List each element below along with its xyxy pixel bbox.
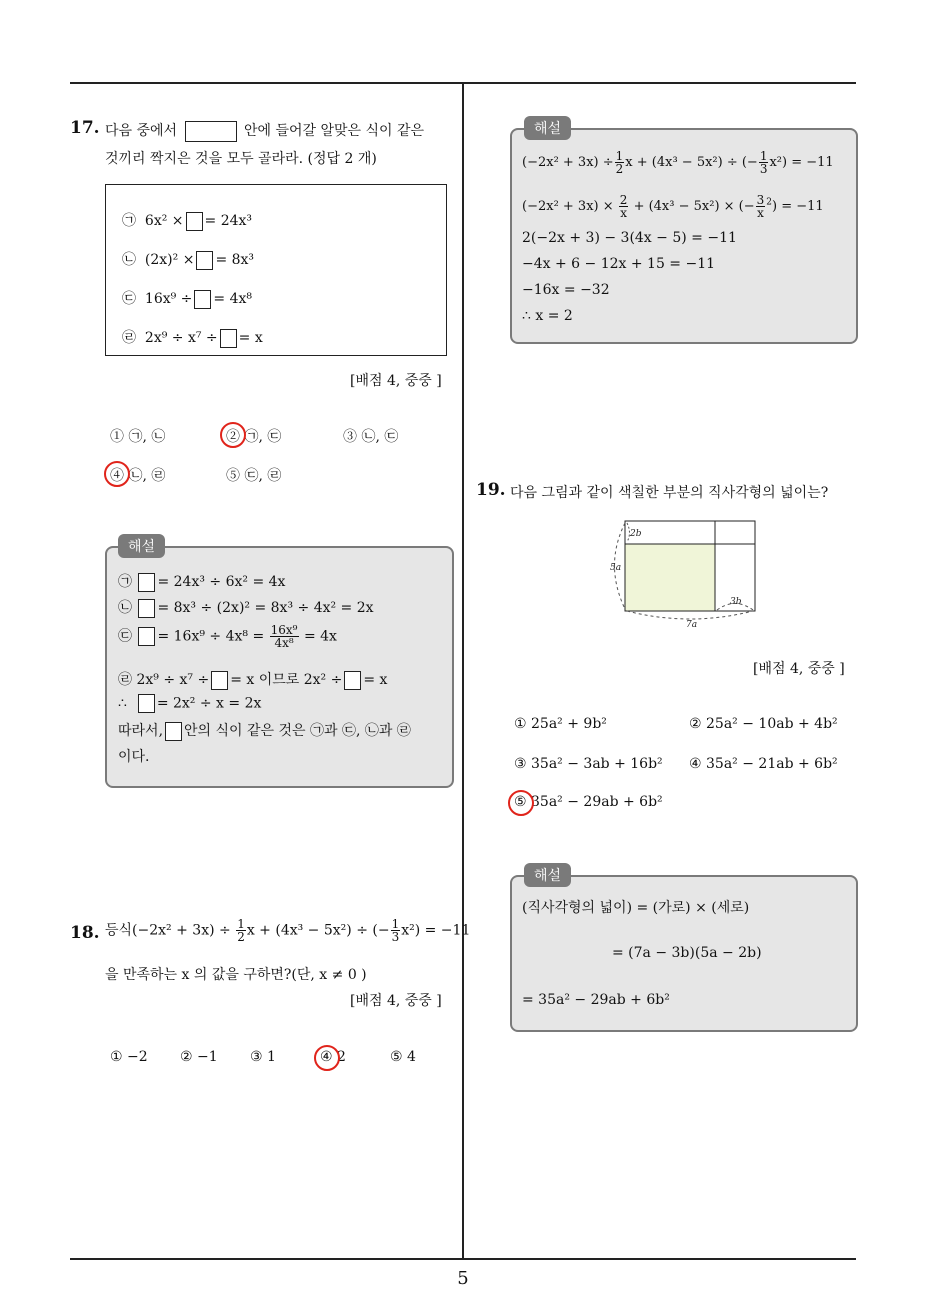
q17-solution-line4: ㉣ 2x⁹ ÷ x⁷ ÷ = x 이므로 2x² ÷ = x bbox=[118, 672, 388, 688]
q17-text-a: 다음 중에서 bbox=[105, 123, 178, 139]
q18-condition: 을 만족하는 x 의 값을 구하면?(단, x ≠ 0 ) bbox=[105, 967, 367, 983]
q18-choice-1[interactable]: ① −2 bbox=[110, 1049, 148, 1065]
q18-choice-2[interactable]: ② −1 bbox=[180, 1049, 218, 1065]
q19-meta: [배점 4, 중중 ] bbox=[753, 661, 845, 677]
selected-answer-circle bbox=[508, 790, 534, 816]
q19-choice-1[interactable]: ① 25a² + 9b² bbox=[514, 716, 607, 732]
q17-choice-5[interactable]: ⑤ ㉢, ㉣ bbox=[226, 468, 282, 484]
answer-blank bbox=[185, 121, 237, 142]
label-2b: 2b bbox=[630, 529, 642, 539]
q17-choice-3[interactable]: ③ ㉡, ㉢ bbox=[343, 429, 399, 445]
selected-answer-circle bbox=[220, 422, 246, 448]
q19-solution-line1: (직사각형의 넓이) = (가로) × (세로) bbox=[522, 900, 750, 916]
solution-tag: 해설 bbox=[118, 534, 165, 558]
q17-choice-2[interactable]: ② ㉠, ㉢ bbox=[226, 429, 282, 445]
q19-solution-line3: = 35a² − 29ab + 6b² bbox=[522, 992, 670, 1008]
q17-item-4: ㉣ 2x⁹ ÷ x⁷ ÷ = x bbox=[122, 330, 263, 346]
blank-box bbox=[194, 290, 211, 309]
q18-choice-3[interactable]: ③ 1 bbox=[250, 1049, 276, 1065]
label-7a: 7a bbox=[686, 620, 698, 630]
column-divider bbox=[462, 84, 464, 1260]
solution-tag: 해설 bbox=[524, 116, 571, 140]
q17-number: 17. bbox=[70, 118, 100, 138]
label-3b: 3b bbox=[730, 597, 742, 607]
q19-choice-5[interactable]: ⑤ 35a² − 29ab + 6b² bbox=[514, 794, 663, 810]
brace-7a bbox=[627, 611, 753, 619]
q17-choice-4[interactable]: ④ ㉡, ㉣ bbox=[110, 468, 166, 484]
q17-meta: [배점 4, 중중 ] bbox=[350, 373, 442, 389]
fraction: $\frac{\text{16x⁹}}{\text{4x⁸}}$ bbox=[270, 623, 298, 650]
q17-solution-line7: 이다. bbox=[118, 749, 150, 765]
q17-text-b: 안에 들어갈 알맞은 식이 같은 bbox=[243, 123, 425, 139]
q17-solution-line2: ㉡ = 8x³ ÷ (2x)² = 8x³ ÷ 4x² = 2x bbox=[118, 600, 374, 616]
q17-item-2: ㉡ (2x)² × = 8x³ bbox=[122, 252, 255, 268]
q17-prompt-line2: 것끼리 짝지은 것을 모두 골라라. (정답 2 개) bbox=[105, 151, 377, 167]
selected-answer-circle bbox=[314, 1045, 340, 1071]
q18-number: 18. bbox=[70, 923, 100, 943]
q18-solution-line5: −16x = −32 bbox=[522, 282, 610, 298]
q18-solution-line6: ∴ x = 2 bbox=[522, 308, 573, 324]
q19-choice-3[interactable]: ③ 35a² − 3ab + 16b² bbox=[514, 756, 663, 772]
q18-choice-5[interactable]: ⑤ 4 bbox=[390, 1049, 416, 1065]
q19-figure bbox=[600, 515, 770, 635]
q18-solution-line1: (−2x² + 3x) ÷ $\frac{1}{2}$ x + (4x³ − 5x²) ÷ (− $\frac{1}{3}$ x²) = −11 bbox=[522, 149, 834, 176]
q17-prompt-line1 bbox=[105, 120, 424, 142]
q19-solution-line2: = (7a − 3b)(5a − 2b) bbox=[612, 945, 762, 961]
blank-box bbox=[220, 329, 237, 348]
q19-choice-2[interactable]: ② 25a² − 10ab + 4b² bbox=[689, 716, 838, 732]
q18-solution-line3: 2(−2x + 3) − 3(4x − 5) = −11 bbox=[522, 230, 737, 246]
q17-item-1: ㉠ 6x² × = 24x³ bbox=[122, 213, 253, 229]
q18-solution-line4: −4x + 6 − 12x + 15 = −11 bbox=[522, 256, 716, 272]
q18-solution-line2: (−2x² + 3x) × $\frac{2}{x}$ + (4x³ − 5x²) × (− $\frac{3}{x}$ $^2$) = −11 bbox=[522, 193, 824, 220]
q18-choice-4[interactable]: ④ 2 bbox=[320, 1049, 346, 1065]
q17-item-3: ㉢ 16x⁹ ÷ = 4x⁸ bbox=[122, 291, 253, 307]
page-number: 5 bbox=[457, 1268, 469, 1289]
q18-meta: [배점 4, 중중 ] bbox=[350, 993, 442, 1009]
q18-equation: 등식(−2x² + 3x) ÷ $\frac{1}{2}$ x + (4x³ − 5x²) ÷ (− $\frac{1}{3}$ x²) = −11 bbox=[105, 917, 471, 944]
q17-solution-line5: ∴ = 2x² ÷ x = 2x bbox=[118, 695, 262, 712]
selected-answer-circle bbox=[104, 461, 130, 487]
blank-box bbox=[196, 251, 213, 270]
q17-solution-line6: 따라서, 안의 식이 같은 것은 ㉠과 ㉢, ㉡과 ㉣ bbox=[118, 723, 411, 739]
solution-tag: 해설 bbox=[524, 863, 571, 887]
label-5a: 5a bbox=[610, 563, 622, 573]
q19-choice-4[interactable]: ④ 35a² − 21ab + 6b² bbox=[689, 756, 838, 772]
blank-box bbox=[186, 212, 203, 231]
q19-prompt: 다음 그림과 같이 색칠한 부분의 직사각형의 넓이는? bbox=[510, 485, 829, 501]
bottom-rule bbox=[70, 1258, 856, 1260]
q19-number: 19. bbox=[476, 480, 506, 500]
q17-choice-1[interactable]: ① ㉠, ㉡ bbox=[110, 429, 166, 445]
q17-solution-line3: ㉢ = 16x⁹ ÷ 4x⁸ = $\frac{\text{16x⁹}}{\text{4x⁸}}$ = 4x bbox=[118, 623, 337, 650]
shaded-rectangle bbox=[625, 544, 715, 611]
q17-solution-line1: ㉠ = 24x³ ÷ 6x² = 4x bbox=[118, 574, 286, 590]
